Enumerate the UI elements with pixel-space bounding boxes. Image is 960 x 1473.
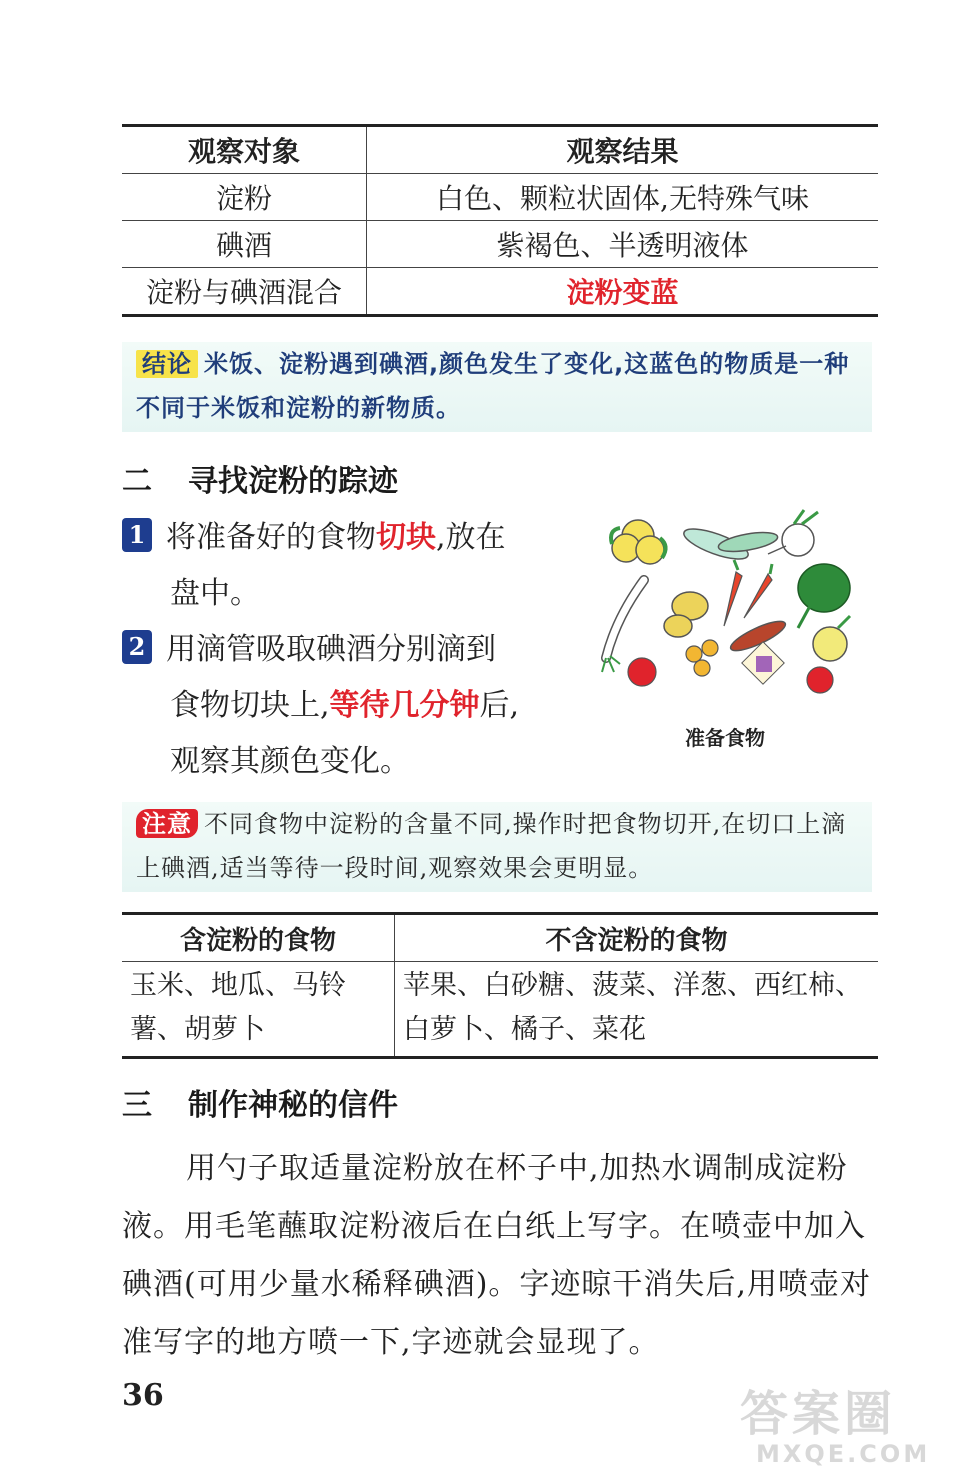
corn-icon (681, 523, 779, 565)
cauliflower-icon (611, 520, 666, 564)
table-cell: 紫褐色、半透明液体 (367, 221, 879, 268)
spinach-icon (798, 564, 850, 628)
conclusion-tag: 结论 (136, 350, 198, 378)
table-header-row (122, 126, 878, 174)
table-header-row (122, 914, 878, 962)
watermark-main: 答案圈 (740, 1386, 897, 1442)
step-highlight: 切块 (376, 520, 436, 555)
step-highlight: 等待几分钟 (329, 688, 480, 723)
table-row (122, 174, 878, 221)
step-text: 后, (479, 688, 520, 723)
page-number: 36 (122, 1378, 164, 1413)
table-row (122, 962, 878, 1058)
section-heading (122, 456, 398, 500)
watermark-sub: MXQE.COM (756, 1440, 931, 1468)
conclusion-text: 米饭、淀粉遇到碘酒,颜色发生了变化,这蓝色的物质是一种不同于米饭和淀粉的新物质。 (136, 350, 850, 422)
section-heading (122, 1080, 398, 1124)
apple-icon (628, 658, 833, 693)
table-cell: 碘酒 (122, 221, 367, 268)
header-with-starch: 含淀粉的食物 (122, 914, 395, 962)
step-text: 食物切块上, (170, 688, 330, 723)
step-2 (122, 622, 582, 790)
table-cell: 白色、颗粒状固体,无特殊气味 (367, 174, 879, 221)
step-text: 将准备好的食物 (166, 520, 376, 555)
step-text: 用滴管吸取碘酒分别滴到 (166, 632, 496, 667)
section-number: 二 (122, 464, 152, 499)
food-illustration (598, 508, 868, 698)
step-number: 1 (122, 518, 152, 552)
header-without-starch: 不含淀粉的食物 (395, 914, 879, 962)
table-row (122, 268, 878, 316)
header-result: 观察结果 (367, 126, 879, 174)
step-text: 盘中。 (170, 576, 260, 611)
figure-caption: 准备食物 (685, 726, 765, 750)
table-cell-highlight: 淀粉变蓝 (367, 268, 879, 316)
step-text: 观察其颜色变化。 (170, 744, 410, 779)
table-row (122, 221, 878, 268)
table-cell: 玉米、地瓜、马铃薯、胡萝卜 (122, 962, 395, 1058)
header-object: 观察对象 (122, 126, 367, 174)
note-text: 不同食物中淀粉的含量不同,操作时把食物切开,在切口上滴上碘酒,适当等待一段时间,观察效果会更明显。 (136, 810, 847, 882)
observation-table (122, 124, 878, 317)
step-number: 2 (122, 630, 152, 664)
note-tag: 注意 (136, 809, 198, 838)
note-box (122, 802, 872, 892)
onion-icon (813, 616, 850, 661)
step-text: ,放在 (436, 520, 506, 555)
potato-icon (664, 592, 708, 637)
table-cell: 淀粉 (122, 174, 367, 221)
section-number: 三 (122, 1088, 152, 1123)
starch-food-table (122, 912, 878, 1059)
conclusion-box (122, 342, 872, 432)
table-cell: 淀粉与碘酒混合 (122, 268, 367, 316)
section-title: 制作神秘的信件 (188, 1088, 398, 1123)
table-cell: 苹果、白砂糖、菠菜、洋葱、西红柿、白萝卜、橘子、菜花 (403, 970, 862, 1045)
watermark (740, 1388, 960, 1473)
section-title: 寻找淀粉的踪迹 (188, 464, 398, 499)
radish-icon (768, 510, 818, 556)
orange-icon (686, 640, 718, 676)
body-paragraph: 用勺子取适量淀粉放在杯子中,加热水调制成淀粉液。用毛笔蘸取淀粉液后在白纸上写字。在喷壶中加入碘酒(可用少量水稀释碘酒)。字迹晾干消失后,用喷壶对准写字的地方喷一下,字迹就会显现了。 (122, 1151, 871, 1360)
step-1 (122, 510, 582, 622)
carrot-icon (724, 560, 772, 626)
